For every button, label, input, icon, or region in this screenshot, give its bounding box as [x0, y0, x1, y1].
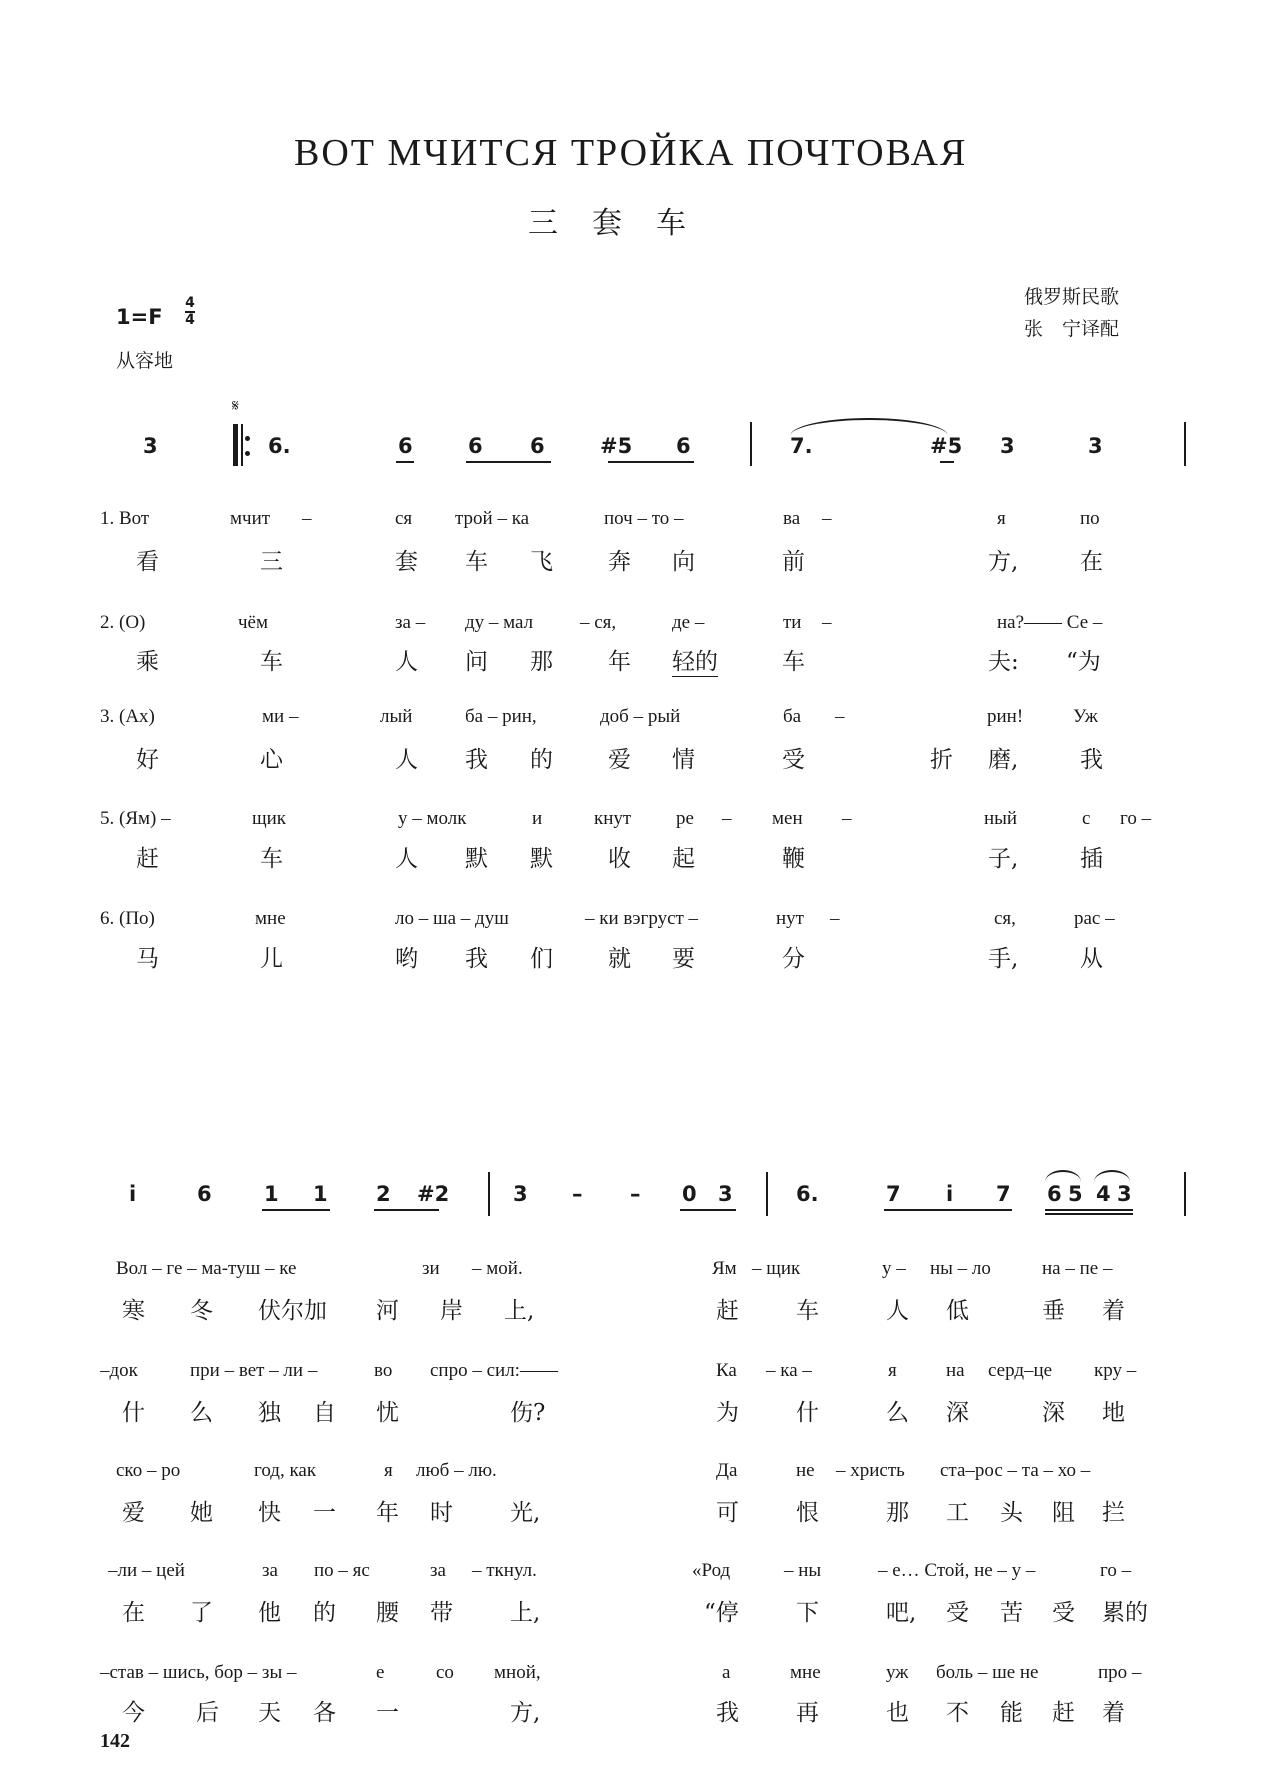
segno-icon: 𝄋 — [232, 396, 239, 415]
lyric-zh: 苦 — [1000, 1600, 1023, 1626]
note: 1 — [313, 1182, 328, 1206]
lyric-zh: 飞 — [530, 549, 553, 575]
underline-beam — [884, 1209, 1012, 1211]
lyric-ru: – — [835, 706, 845, 727]
lyric-ru: при – вет – ли – — [190, 1360, 318, 1381]
lyric-zh: 默 — [465, 846, 488, 872]
lyric-ru: доб – рый — [600, 706, 681, 727]
lyric-ru: – — [302, 508, 312, 529]
lyric-zh: 爱 — [122, 1500, 145, 1526]
lyric-ru: ба — [783, 706, 802, 727]
lyric-ru: у – молк — [398, 808, 467, 829]
lyric-ru: –став – шись, бор – зы – — [100, 1662, 297, 1683]
lyric-ru: –ли – цей — [108, 1560, 185, 1581]
lyric-zh: 么 — [886, 1400, 909, 1426]
lyric-zh: 车 — [260, 846, 283, 872]
lyric-zh: 在 — [1080, 549, 1103, 575]
lyric-ru: лый — [380, 706, 413, 727]
note: 7. — [790, 434, 813, 458]
note: 7 — [886, 1182, 901, 1206]
note: 6. — [796, 1182, 819, 1206]
lyric-zh: 年 — [376, 1500, 399, 1526]
composer-credit: 俄罗斯民歌 — [1024, 286, 1120, 308]
lyric-zh: 着 — [1102, 1700, 1125, 1726]
lyric-zh: 了 — [190, 1600, 213, 1626]
lyric-ru: – ка – — [766, 1360, 812, 1381]
lyric-zh: 寒 — [122, 1298, 145, 1324]
note: 6 — [468, 434, 483, 458]
lyric-ru: мчит — [230, 508, 271, 529]
lyric-ru: – е… Стой, не – у – — [878, 1560, 1036, 1581]
note: #5 — [930, 434, 963, 458]
lyric-zh: 后 — [196, 1700, 219, 1726]
note: 6 — [197, 1182, 212, 1206]
lyric-ru: спро – сил:—— — [430, 1360, 558, 1381]
lyric-zh: 向 — [672, 549, 695, 575]
lyric-ru: 1. Вот — [100, 508, 150, 529]
lyric-zh: 看 — [136, 549, 159, 575]
lyric-zh: 车 — [260, 649, 283, 675]
lyric-ru: уж — [886, 1662, 909, 1683]
lyric-ru: Да — [716, 1460, 738, 1481]
lyric-ru: на – пе – — [1042, 1258, 1113, 1279]
underline-beam — [1045, 1213, 1133, 1215]
lyric-zh: 独 — [258, 1400, 281, 1426]
lyric-ru: за – — [395, 612, 426, 633]
lyric-zh: 天 — [258, 1700, 281, 1726]
lyric-ru: – ки вэгруст – — [585, 908, 699, 929]
lyric-zh: 赶 — [716, 1298, 739, 1324]
lyric-zh: 赶 — [136, 846, 159, 872]
lyric-zh: 能 — [1000, 1700, 1023, 1726]
lyric-zh: 受 — [946, 1600, 969, 1626]
underline-beam — [1045, 1209, 1133, 1211]
lyric-ru: боль – ше не — [936, 1662, 1039, 1683]
lyric-zh: 深 — [946, 1400, 969, 1426]
lyric-zh: 上, — [504, 1298, 535, 1324]
lyric-zh: 河 — [376, 1298, 399, 1324]
lyric-ru: зи — [422, 1258, 440, 1279]
lyric-ru: за — [430, 1560, 446, 1581]
lyric-zh: 可 — [716, 1500, 739, 1526]
slur — [1045, 1170, 1081, 1182]
lyric-zh: 人 — [886, 1298, 909, 1324]
lyric-zh: 再 — [796, 1700, 819, 1726]
lyric-zh: 垂 — [1042, 1298, 1065, 1324]
lyric-zh: 在 — [122, 1600, 145, 1626]
barline — [1184, 422, 1186, 466]
lyric-ru: го – — [1100, 1560, 1132, 1581]
time-signature: 4 4 — [185, 295, 195, 328]
lyric-zh: 心 — [260, 747, 283, 773]
lyric-ru: 3. (Ах) — [100, 706, 155, 727]
lyric-zh: 的 — [313, 1600, 336, 1626]
lyric-zh: 腰 — [376, 1600, 399, 1626]
lyric-ru: кнут — [594, 808, 632, 829]
lyric-zh: 车 — [465, 549, 488, 575]
lyric-ru: ба – рин, — [465, 706, 537, 727]
lyric-zh: 轻的 — [672, 643, 718, 677]
lyric-zh: 头 — [1000, 1500, 1023, 1526]
lyric-ru: ре — [676, 808, 694, 829]
lyric-zh: 年 — [608, 649, 631, 675]
lyric-ru: щик — [252, 808, 287, 829]
lyric-zh: 各 — [313, 1700, 336, 1726]
lyric-zh: 带 — [430, 1600, 453, 1626]
slur — [790, 418, 948, 436]
lyric-zh: 方, — [510, 1700, 541, 1726]
lyric-ru: на — [946, 1360, 965, 1381]
note: i — [129, 1182, 137, 1206]
underline-beam — [680, 1209, 736, 1211]
note: 3 — [1000, 434, 1015, 458]
page-number: 142 — [100, 1730, 130, 1752]
lyric-zh: 着 — [1102, 1298, 1125, 1324]
note: 5 — [1068, 1182, 1083, 1206]
lyric-ru: Вол – ге – ма-туш – ке — [116, 1258, 297, 1279]
note: 1 — [264, 1182, 279, 1206]
lyric-zh: 一 — [376, 1700, 399, 1726]
lyric-zh: 今 — [122, 1700, 145, 1726]
note: – — [630, 1182, 641, 1206]
lyric-zh: 自 — [313, 1400, 336, 1426]
underline-beam — [262, 1209, 330, 1211]
note: 4 — [1096, 1182, 1111, 1206]
lyric-zh: 套 — [395, 549, 418, 575]
lyric-ru: – — [722, 808, 732, 829]
note: 6. — [268, 434, 291, 458]
note: 7 — [996, 1182, 1011, 1206]
lyric-ru: ся, — [994, 908, 1016, 929]
lyric-zh: 分 — [782, 946, 805, 972]
lyric-ru: год, как — [254, 1460, 317, 1481]
repeat-barline-thin — [241, 424, 243, 466]
repeat-dot — [245, 451, 250, 456]
lyric-zh: 我 — [716, 1700, 739, 1726]
underline-beam — [396, 461, 414, 463]
lyric-ru: а — [722, 1662, 731, 1683]
underline-beam — [374, 1209, 439, 1211]
lyric-ru: по — [1080, 508, 1100, 529]
lyric-zh: 他 — [258, 1600, 281, 1626]
lyric-zh: 光, — [510, 1500, 541, 1526]
lyric-zh: 累的 — [1102, 1600, 1148, 1626]
lyric-zh: 问 — [465, 649, 488, 675]
lyric-ru: Уж — [1073, 706, 1098, 727]
lyric-ru: ду – мал — [465, 612, 534, 633]
lyric-zh: 的 — [530, 747, 553, 773]
lyric-zh: 伤? — [510, 1400, 546, 1426]
key-signature: 1=F — [116, 305, 163, 329]
lyric-zh: 三 — [260, 549, 283, 575]
lyric-ru: – — [830, 908, 840, 929]
note: #5 — [600, 434, 633, 458]
lyric-ru: го – — [1120, 808, 1152, 829]
lyric-ru: мен — [772, 808, 803, 829]
lyric-zh: 我 — [1080, 747, 1103, 773]
lyric-ru: – — [822, 508, 832, 529]
lyric-ru: ско – ро — [116, 1460, 181, 1481]
lyric-ru: – — [822, 612, 832, 633]
note: 6 — [530, 434, 545, 458]
lyric-ru: ти — [783, 612, 802, 633]
lyric-ru: кру – — [1094, 1360, 1137, 1381]
lyric-zh: 深 — [1042, 1400, 1065, 1426]
lyric-zh: 插 — [1080, 846, 1103, 872]
note: 3 — [718, 1182, 733, 1206]
lyric-ru: – мой. — [472, 1258, 523, 1279]
lyric-zh: 起 — [672, 846, 695, 872]
note: 0 — [682, 1182, 697, 1206]
lyric-zh: 时 — [430, 1500, 453, 1526]
lyric-zh: 人 — [395, 846, 418, 872]
lyric-zh: 忧 — [376, 1400, 399, 1426]
lyric-ru: ста–рос – та – хо – — [940, 1460, 1091, 1481]
lyric-zh: 伏尔加 — [258, 1298, 327, 1324]
lyric-ru: ло – ша – душ — [395, 908, 509, 929]
tempo-marking: 从容地 — [116, 350, 174, 372]
lyric-ru: ны – ло — [930, 1258, 991, 1279]
lyric-ru: и — [532, 808, 543, 829]
lyric-zh: 上, — [510, 1600, 541, 1626]
lyric-zh: 方, — [988, 549, 1019, 575]
lyric-zh: 快 — [258, 1500, 281, 1526]
lyric-zh: 受 — [1052, 1600, 1075, 1626]
underline-beam — [466, 461, 551, 463]
lyric-zh: 不 — [946, 1700, 969, 1726]
lyric-ru: «Род — [692, 1560, 731, 1581]
lyric-zh: 工 — [946, 1500, 969, 1526]
lyric-zh: 夫: — [988, 649, 1019, 675]
slur — [1094, 1170, 1130, 1182]
translator-credit: 张 宁译配 — [1024, 318, 1120, 340]
lyric-zh: 默 — [530, 846, 553, 872]
barline — [488, 1172, 490, 1216]
lyric-zh: 么 — [190, 1400, 213, 1426]
lyric-zh: 人 — [395, 649, 418, 675]
lyric-ru: не — [796, 1460, 815, 1481]
repeat-barline-thick — [233, 424, 238, 466]
underline-beam — [940, 461, 954, 463]
lyric-zh: 磨, — [988, 747, 1019, 773]
lyric-ru: во — [374, 1360, 393, 1381]
lyric-ru: ва — [783, 508, 801, 529]
lyric-zh: 什 — [796, 1400, 819, 1426]
lyric-zh: 手, — [988, 946, 1019, 972]
lyric-ru: люб – лю. — [416, 1460, 497, 1481]
song-title: ВОТ МЧИТСЯ ТРОЙКА ПОЧТОВАЯ — [294, 132, 968, 174]
lyric-ru: ся — [395, 508, 413, 529]
lyric-ru: про – — [1098, 1662, 1142, 1683]
lyric-zh: 车 — [796, 1298, 819, 1324]
lyric-zh: 折 — [930, 747, 953, 773]
lyric-zh: 乘 — [136, 649, 159, 675]
lyric-ru: чём — [238, 612, 269, 633]
underline-beam — [608, 461, 694, 463]
lyric-zh: 爱 — [608, 747, 631, 773]
lyric-zh: 拦 — [1102, 1500, 1125, 1526]
lyric-zh: 奔 — [608, 549, 631, 575]
lyric-ru: с — [1082, 808, 1091, 829]
lyric-zh: 们 — [530, 946, 553, 972]
lyric-ru: рас – — [1074, 908, 1115, 929]
lyric-zh: 恨 — [796, 1500, 819, 1526]
lyric-ru: Ям — [712, 1258, 737, 1279]
lyric-ru: – ткнул. — [472, 1560, 537, 1581]
lyric-ru: по – яс — [314, 1560, 370, 1581]
lyric-ru: – христь — [836, 1460, 905, 1481]
lyric-ru: ми – — [262, 706, 299, 727]
lyric-ru: я — [888, 1360, 897, 1381]
lyric-zh: 鞭 — [782, 846, 805, 872]
lyric-ru: со — [436, 1662, 454, 1683]
lyric-zh: 哟 — [395, 946, 418, 972]
lyric-ru: 5. (Ям) – — [100, 808, 171, 829]
note: 6 — [676, 434, 691, 458]
lyric-ru: 6. (По) — [100, 908, 155, 929]
lyric-zh: 也 — [886, 1700, 909, 1726]
note: #2 — [417, 1182, 450, 1206]
note: 3 — [513, 1182, 528, 1206]
lyric-ru: 2. (О) — [100, 612, 146, 633]
lyric-ru: де – — [672, 612, 705, 633]
lyric-ru: – ся, — [580, 612, 617, 633]
lyric-zh: 冬 — [190, 1298, 213, 1324]
lyric-ru: мне — [790, 1662, 821, 1683]
lyric-zh: 那 — [530, 649, 553, 675]
lyric-ru: – щик — [752, 1258, 801, 1279]
lyric-zh: 地 — [1102, 1400, 1125, 1426]
lyric-zh: 车 — [782, 649, 805, 675]
lyric-zh: 儿 — [260, 946, 283, 972]
note: – — [572, 1182, 583, 1206]
note: 3 — [1088, 434, 1103, 458]
lyric-zh: 岸 — [440, 1298, 463, 1324]
lyric-zh: “停 — [704, 1600, 739, 1626]
lyric-zh: 人 — [395, 747, 418, 773]
lyric-ru: у – — [882, 1258, 906, 1279]
lyric-zh: 为 — [716, 1400, 739, 1426]
lyric-zh: 就 — [608, 946, 631, 972]
barline — [750, 422, 752, 466]
note: i — [946, 1182, 954, 1206]
lyric-ru: нут — [776, 908, 804, 929]
lyric-zh: 情 — [672, 747, 695, 773]
lyric-zh: 下 — [796, 1600, 819, 1626]
lyric-zh: 好 — [136, 747, 159, 773]
lyric-zh: 我 — [465, 946, 488, 972]
note: 3 — [1117, 1182, 1132, 1206]
lyric-ru: Ка — [716, 1360, 737, 1381]
lyric-zh: “为 — [1066, 649, 1101, 675]
lyric-ru: я — [384, 1460, 393, 1481]
lyric-zh: 赶 — [1052, 1700, 1075, 1726]
lyric-ru: рин! — [987, 706, 1024, 727]
lyric-ru: – — [842, 808, 852, 829]
barline — [766, 1172, 768, 1216]
lyric-ru: я — [997, 508, 1006, 529]
lyric-zh: 我 — [465, 747, 488, 773]
lyric-ru: –док — [100, 1360, 138, 1381]
lyric-zh: 前 — [782, 549, 805, 575]
lyric-ru: серд–це — [988, 1360, 1053, 1381]
lyric-ru: мной, — [494, 1662, 541, 1683]
lyric-ru: трой – ка — [455, 508, 530, 529]
lyric-zh: 收 — [608, 846, 631, 872]
lyric-zh: 低 — [946, 1298, 969, 1324]
lyric-ru: за — [262, 1560, 278, 1581]
lyric-ru: на?—— Се – — [997, 612, 1103, 633]
repeat-dot — [245, 436, 250, 441]
note: 3 — [143, 434, 158, 458]
lyric-zh: 一 — [313, 1500, 336, 1526]
lyric-zh: 她 — [190, 1500, 213, 1526]
note: 6 — [398, 434, 413, 458]
song-subtitle: 三 套 车 — [528, 206, 688, 241]
lyric-ru: – ны — [784, 1560, 822, 1581]
lyric-zh: 子, — [988, 846, 1019, 872]
lyric-zh: 要 — [672, 946, 695, 972]
lyric-ru: мне — [255, 908, 286, 929]
lyric-zh: 从 — [1080, 946, 1103, 972]
lyric-zh: 阻 — [1052, 1500, 1075, 1526]
barline — [1184, 1172, 1186, 1216]
lyric-ru: поч – то – — [604, 508, 684, 529]
lyric-ru: ный — [984, 808, 1018, 829]
lyric-zh: 马 — [136, 946, 159, 972]
lyric-ru: е — [376, 1662, 385, 1683]
lyric-zh: 受 — [782, 747, 805, 773]
lyric-zh: 什 — [122, 1400, 145, 1426]
note: 2 — [376, 1182, 391, 1206]
note: 6 — [1047, 1182, 1062, 1206]
lyric-zh: 那 — [886, 1500, 909, 1526]
lyric-zh: 吧, — [886, 1600, 917, 1626]
